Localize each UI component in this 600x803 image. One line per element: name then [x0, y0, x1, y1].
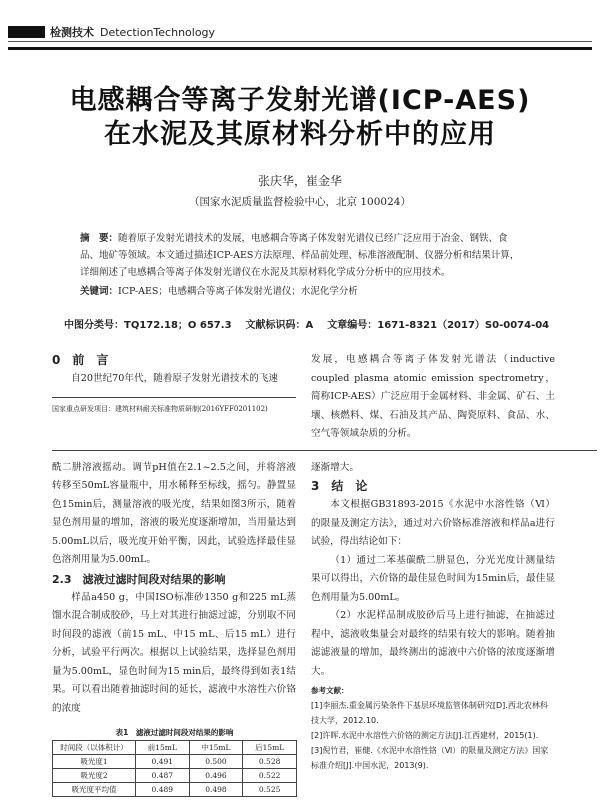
table-cell: 0.496 — [189, 769, 243, 783]
table-cell: 0.489 — [135, 783, 189, 797]
continued-text: 逐渐增大。 — [311, 459, 555, 478]
title-line-2: 在水泥及其原材料分析中的应用 — [0, 118, 600, 152]
section-rule — [52, 450, 597, 451]
footnote-rule — [52, 397, 296, 398]
section-2-3-heading: 2.3 滤液过滤时间段对结果的影响 — [52, 570, 296, 589]
table-cell: 吸光度1 — [53, 755, 136, 769]
table-cell: 0.525 — [243, 783, 297, 797]
table-caption: 表1 滤液过滤时间段对结果的影响 — [52, 726, 297, 740]
table-row — [53, 769, 297, 783]
header-rule — [8, 41, 592, 42]
reference-item: [2]许晖.水泥中水溶性六价铬的测定方法[J].江西建材，2015(1). — [311, 728, 555, 743]
intro-text: 自20世纪70年代，随着原子发射光谱技术的飞速 — [52, 370, 296, 389]
footnote: 国家重点研发项目：建筑材料耐关标准物质研制(2016YFF0201102) — [52, 403, 296, 415]
results-table — [52, 740, 297, 797]
table-cell: 吸光度平均值 — [53, 783, 136, 797]
body-columns — [52, 459, 555, 803]
table-cell: 0.500 — [189, 755, 243, 769]
reference-item: [1]李丽杰.重金属污染条件下基层环境监管体制研究[D].西北农林科技大学，2012.10. — [311, 698, 555, 728]
right-column-top — [311, 351, 555, 444]
keywords-label: 关键词： — [80, 286, 118, 297]
table-row — [53, 783, 297, 797]
table-header: 时间段（以体积计） — [53, 741, 136, 755]
running-header-bar — [0, 0, 600, 56]
table-cell: 0.528 — [243, 755, 297, 769]
references — [311, 698, 555, 773]
abstract-text: 随着原子发射光谱技术的发展，电感耦合等离子体发射光谱仪已经广泛应用于冶金、钢铁、食品、地矿等领域。本文通过描述ICP-AES方法原理、样品前处理、标准溶液配制、仪器分析和结果计算，详细阐述了电感耦合等离子体发射光谱仪在水泥及其原材料化学成分分析中的应用技术。 — [80, 233, 519, 278]
classification-row — [64, 318, 584, 333]
references-label: 参考文献： — [311, 684, 555, 698]
paragraph-2: 样品a450 g，中国ISO标准砂1350 g和225 mL蒸馏水混合制成胶砂，马上对其进行抽滤过滤，分别取不同时间段的滤液（前15 mL、中15 mL、后15 mL）进行分析，试验平行两次。根据以上试验结果，选择显色剂用量为5.00mL，显色时间为15 min后，最终得到如表1结果。可以看出随着抽滤时间的延长，滤液中水溶性六价铬的浓度 — [52, 589, 296, 719]
conclusion-2: （2）水泥样品制成胶砂后马上进行抽滤，在抽滤过程中，滤液收集量会对最终的结果有较大的影响。随着抽滤滤液量的增加，最终测出的滤液中六价铬的浓度逐渐增大。 — [311, 607, 555, 681]
table-header: 后15mL — [243, 741, 297, 755]
table-row — [53, 755, 297, 769]
paragraph-1: 酰二肼溶液摇动。调节pH值在2.1~2.5之间，并将溶液转移至50mL容量瓶中，用水稀释至标线，摇匀。静置显色15min后，测量溶液的吸光度，结果如图3所示，随着显色剂用量的增加，溶液的吸光度逐渐增加，当用量达到5.00mL以后，吸光度开始平衡，因此，试验选择最佳显色溶剂用量为5.00mL。 — [52, 459, 296, 570]
header-block — [8, 26, 45, 38]
abstract — [80, 230, 525, 281]
intro-continued: 发展，电感耦合等离子体发射光谱法（inductive coupled plasma atomic emission spectrometry，简称ICP-AES）广泛应用于金属材料、非金属、矿石、土壤、核燃料、煤、石油及其产品、陶瓷原料、食品、水、空气等领域杂质的分析。 — [311, 351, 555, 444]
table-header-row — [53, 741, 297, 755]
table-cell: 吸光度2 — [53, 769, 136, 783]
abstract-label: 摘 要： — [80, 233, 118, 244]
section-label-en: DetectionTechnology — [100, 26, 215, 39]
intro-heading: 0 前 言 — [52, 351, 296, 370]
clc-number: 中图分类号：TQ172.18；O 657.3 — [64, 318, 232, 333]
section-label: 检测技术 — [50, 26, 94, 39]
reference-item: [3]倪竹君，崔健.《水泥中水溶性铬（Ⅵ）的限量及测定方法》国家标准介绍[J].中国水泥，2013(9). — [311, 743, 555, 773]
left-column-top — [52, 351, 296, 444]
left-column — [52, 459, 296, 803]
affiliation: （国家水泥质量监督检验中心，北京 100024） — [0, 194, 600, 210]
table-cell: 0.491 — [135, 755, 189, 769]
table-cell: 0.522 — [243, 769, 297, 783]
conclusion-heading: 3 结 论 — [311, 477, 555, 496]
keywords — [80, 284, 525, 300]
keywords-text: ICP-AES；电感耦合等离子体发射光谱仪；水泥化学分析 — [118, 286, 358, 297]
intro-columns — [52, 351, 555, 444]
title-line-1: 电感耦合等离子发射光谱(ICP-AES) — [0, 84, 600, 118]
running-header — [50, 24, 215, 40]
right-column — [311, 459, 555, 803]
table-header: 中15mL — [189, 741, 243, 755]
table-header: 前15mL — [135, 741, 189, 755]
article-number: 文章编号：1671-8321（2017）S0-0074-04 — [327, 318, 549, 333]
conclusion-paragraph: 本文根据GB31893-2015《水泥中水溶性铬（Ⅵ）的限量及测定方法》，通过对六价铬标准溶液和样品a进行试验，得出结论如下： — [311, 496, 555, 552]
conclusion-1: （1）通过二苯基碳酰二肼显色，分光光度计测量结果可以得出，六价铬的最佳显色时间为15min后，最佳显色剂用量为5.00mL。 — [311, 552, 555, 608]
table-cell: 0.498 — [189, 783, 243, 797]
authors: 张庆华，崔金华 — [0, 172, 600, 190]
table-cell: 0.487 — [135, 769, 189, 783]
document-code: 文献标识码：A — [246, 318, 314, 333]
header-rule-thick — [8, 47, 592, 50]
